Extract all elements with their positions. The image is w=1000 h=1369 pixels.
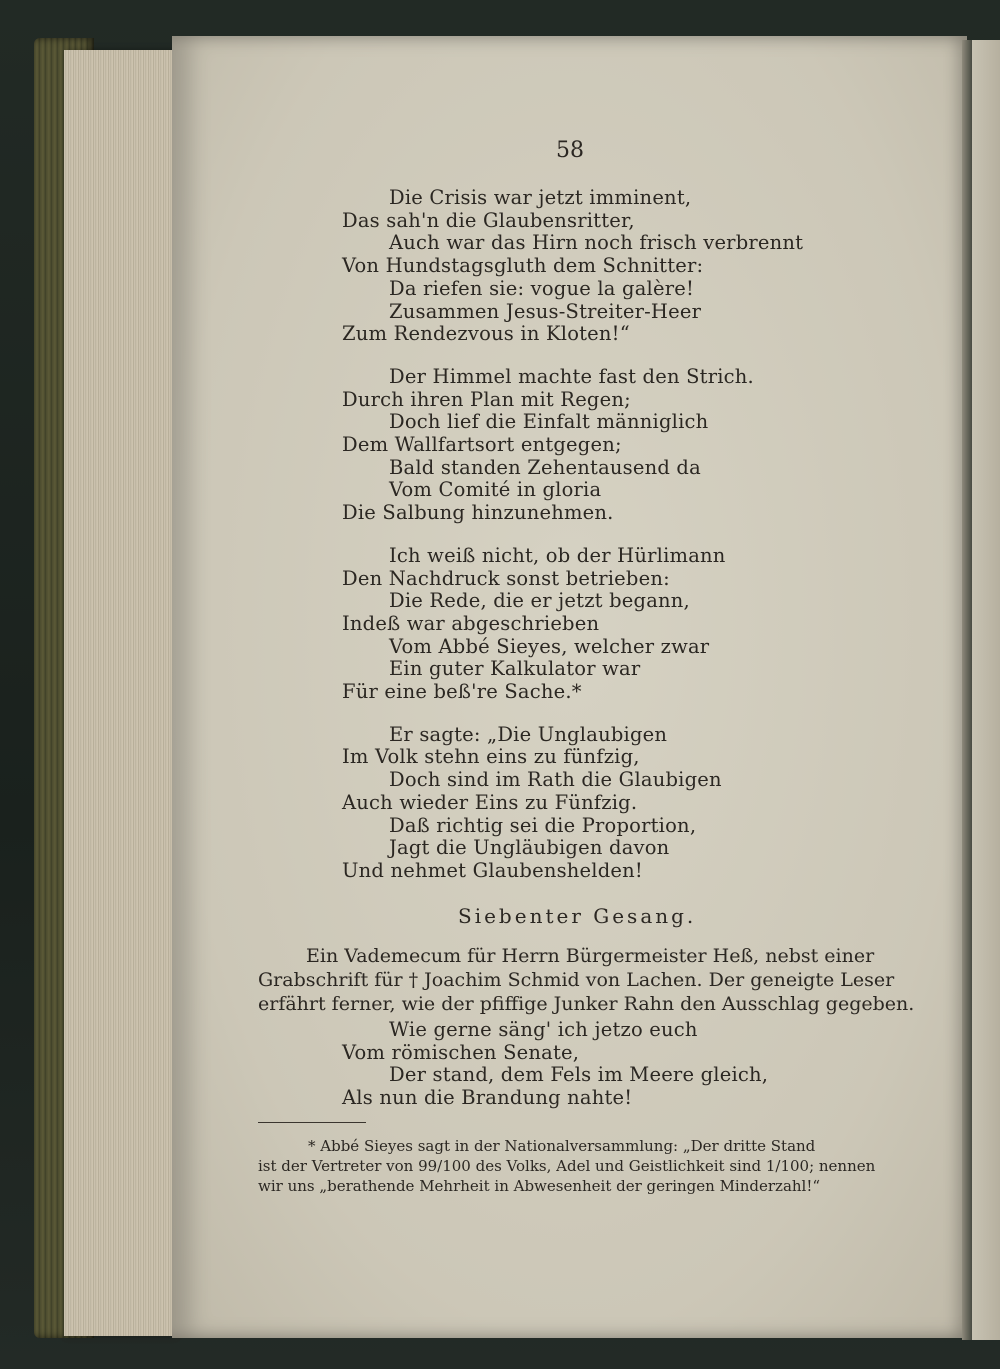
poem-line: Er sagte: „Die Unglaubigen [389, 722, 668, 746]
poem-line: Doch sind im Rath die Glaubigen [389, 768, 722, 792]
poem-line: Das sah'n die Glaubensritter, [342, 208, 635, 232]
poem-line: Auch war das Hirn noch frisch verbrennt [389, 231, 804, 255]
poem-line: Vom Comité in gloria [389, 478, 602, 502]
poem-line: Ein guter Kalkulator war [389, 657, 641, 681]
footnote-rule [258, 1122, 366, 1123]
section-heading: Siebenter Gesang. [458, 904, 697, 928]
footnote-line: ist der Vertreter von 99/100 des Volks, Adel und Geistlichkeit sind 1/100; nennen [258, 1157, 876, 1175]
poem-line: Als nun die Brandung nahte! [342, 1086, 633, 1110]
poem-line: Indeß war abgeschrieben [342, 611, 600, 635]
poem-line: Dem Wallfartsort entgegen; [342, 433, 622, 456]
poem-line: Und nehmet Glaubenshelden! [342, 858, 643, 882]
poem-line: Der Himmel machte fast den Strich. [389, 364, 754, 388]
poem-line: Von Hundstagsgluth dem Schnitter: [342, 254, 704, 278]
poem-line: Da riefen sie: vogue la galère! [389, 276, 695, 300]
poem-line: Für eine beß're Sache.* [342, 680, 582, 703]
summary-line: Grabschrift für † Joachim Schmid von Lachen. Der geneigte Leser [258, 969, 895, 991]
summary-line: erfährt ferner, wie der pfiffige Junker Rahn den Ausschlag gegeben. [258, 993, 915, 1015]
poem-line: Wie gerne säng' ich jetzo euch [389, 1018, 698, 1041]
poem-line: Der stand, dem Fels im Meere gleich, [389, 1063, 769, 1087]
poem-line: Auch wieder Eins zu Fünfzig. [342, 790, 638, 814]
poem-line: Bald standen Zehentausend da [389, 455, 701, 479]
page-number: 58 [556, 138, 584, 163]
poem-line: Daß richtig sei die Proportion, [389, 813, 697, 837]
facing-page-edge [972, 40, 1000, 1340]
footnote-line: * Abbé Sieyes sagt in der Nationalversammlung: „Der dritte Stand [308, 1137, 816, 1155]
summary-line: Ein Vademecum für Herrn Bürgermeister Heß, nebst einer [306, 945, 875, 967]
poem-line: Durch ihren Plan mit Regen; [342, 387, 631, 411]
poem-line: Den Nachdruck sonst betrieben: [342, 566, 670, 590]
poem-line: Die Crisis war jetzt imminent, [389, 186, 692, 209]
poem-line: Zum Rendezvous in Kloten!“ [342, 322, 630, 346]
footnote-line: wir uns „berathende Mehrheit in Abwesenheit der geringen Minderzahl!“ [258, 1177, 821, 1195]
poem-line: Jagt die Ungläubigen davon [389, 836, 670, 860]
poem-line: Zusammen Jesus-Streiter-Heer [389, 299, 702, 323]
poem-line: Doch lief die Einfalt männiglich [389, 410, 709, 434]
poem-line: Vom Abbé Sieyes, welcher zwar [389, 634, 710, 658]
poem-line: Im Volk stehn eins zu fünfzig, [342, 745, 640, 769]
poem-line: Ich weiß nicht, ob der Hürlimann [389, 543, 726, 567]
poem-line: Die Salbung hinzunehmen. [342, 501, 614, 525]
poem-line: Vom römischen Senate, [342, 1040, 580, 1064]
poem-line: Die Rede, die er jetzt begann, [389, 589, 690, 613]
page-edges [64, 50, 174, 1336]
